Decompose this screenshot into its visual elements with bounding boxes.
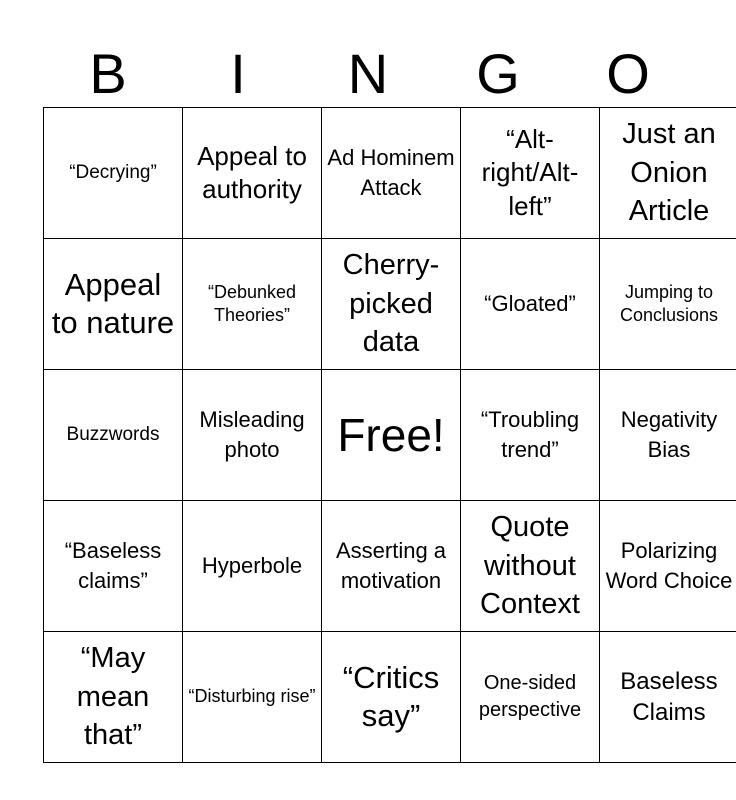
bingo-cell[interactable]: Cherry-picked data bbox=[322, 239, 461, 370]
header-letter-b: B bbox=[89, 42, 127, 105]
header-letter-g: G bbox=[476, 42, 520, 105]
header-letter-i: I bbox=[230, 42, 246, 105]
bingo-cell[interactable]: “May mean that” bbox=[44, 632, 183, 763]
bingo-cell[interactable]: Appeal to nature bbox=[44, 239, 183, 370]
board-row bbox=[44, 370, 736, 501]
bingo-cell[interactable]: Appeal to authority bbox=[183, 108, 322, 239]
bingo-cell[interactable]: Quote without Context bbox=[461, 501, 600, 632]
bingo-cell[interactable]: “Gloated” bbox=[461, 239, 600, 370]
free-space-cell[interactable]: Free! bbox=[322, 370, 461, 501]
bingo-cell[interactable]: Hyperbole bbox=[183, 501, 322, 632]
bingo-header bbox=[43, 42, 693, 105]
bingo-cell[interactable]: Just an Onion Article bbox=[600, 108, 736, 239]
bingo-cell[interactable]: “Baseless claims” bbox=[44, 501, 183, 632]
bingo-cell[interactable]: Jumping to Conclusions bbox=[600, 239, 736, 370]
board-row bbox=[44, 239, 736, 370]
header-letter-n: N bbox=[347, 42, 389, 105]
board-row bbox=[44, 108, 736, 239]
bingo-cell[interactable]: “Troubling trend” bbox=[461, 370, 600, 501]
bingo-cell[interactable]: “Alt-right/Alt-left” bbox=[461, 108, 600, 239]
bingo-cell[interactable]: Misleading photo bbox=[183, 370, 322, 501]
bingo-cell[interactable]: “Decrying” bbox=[44, 108, 183, 239]
bingo-cell[interactable]: Asserting a motivation bbox=[322, 501, 461, 632]
bingo-cell[interactable]: “Debunked Theories” bbox=[183, 239, 322, 370]
bingo-cell[interactable]: Ad Hominem Attack bbox=[322, 108, 461, 239]
bingo-cell[interactable]: Polarizing Word Choice bbox=[600, 501, 736, 632]
bingo-board bbox=[43, 107, 736, 763]
bingo-cell[interactable]: Baseless Claims bbox=[600, 632, 736, 763]
board-row bbox=[44, 501, 736, 632]
bingo-cell[interactable]: Buzzwords bbox=[44, 370, 183, 501]
bingo-cell[interactable]: One-sided perspective bbox=[461, 632, 600, 763]
bingo-cell[interactable]: “Disturbing rise” bbox=[183, 632, 322, 763]
bingo-cell[interactable]: Negativity Bias bbox=[600, 370, 736, 501]
header-letter-o: O bbox=[606, 42, 650, 105]
bingo-cell[interactable]: “Critics say” bbox=[322, 632, 461, 763]
board-row bbox=[44, 632, 736, 763]
